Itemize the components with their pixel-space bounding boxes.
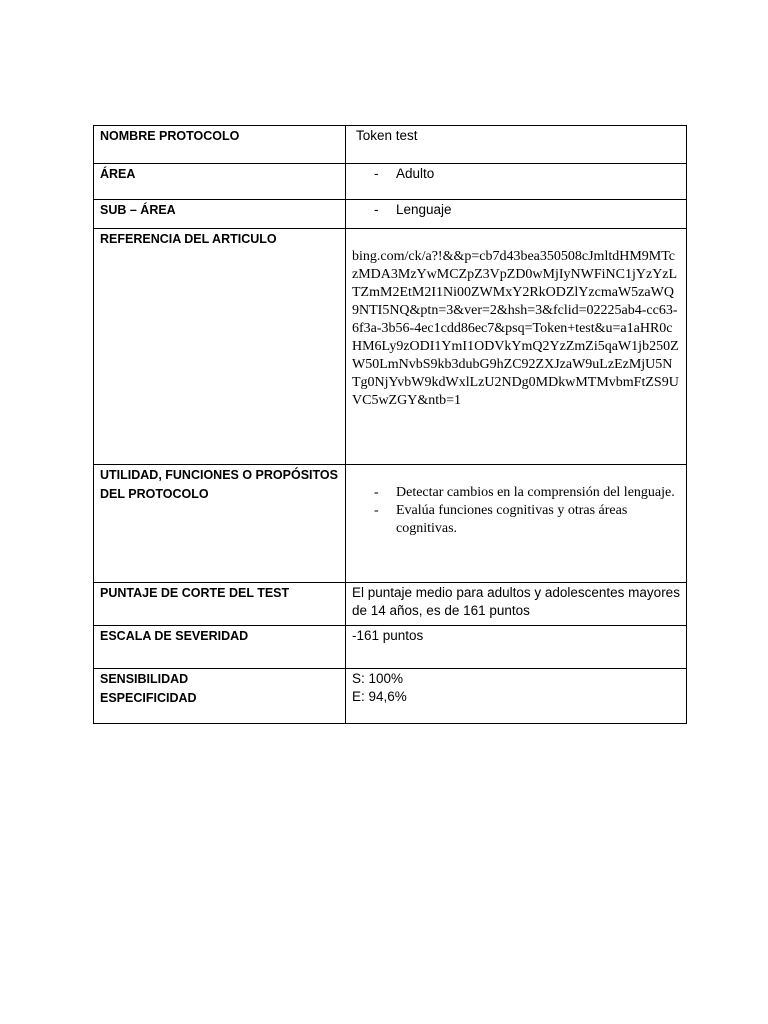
puntaje-corte-value: El puntaje medio para adultos y adolescentes mayores de 14 años, es de 161 puntos xyxy=(346,583,687,626)
dash-bullet: - xyxy=(374,202,379,217)
referencia-link[interactable]: bing.com/ck/a?!&&p=cb7d43bea350508cJmltdHM9MTczMDA3MzYwMCZpZ3VpZD0wMjIyNWFiNC1jYzYzLTZmM2EtM2I1Ni00ZWMxY2RkODZlYzcmaW5zaWQ9NTI5NQ&ptn=3&ver=2&hsh=3&fclid=02225ab4-cc63-6f3a-3b56-4ec1cdd86ec7&psq=Token+test&u=a1aHR0cHM6Ly9zODI1YmI1ODVkYmQ2YzZmZi5qaW1jb250ZW50LmNvbS9kb3dubG9hZC92ZXJzaW9uLzEzMjU5NTg0NjYvbW9kdWxlLzU2NDg0MDkwMTMvbmFtZS9UVC5wZGY&ntb=1 xyxy=(352,249,679,408)
table-row-utilidad xyxy=(94,465,687,583)
subarea-value-cell xyxy=(346,200,687,229)
protocol-table xyxy=(93,125,687,724)
area-value-cell xyxy=(346,164,687,200)
list-item xyxy=(374,484,680,502)
referencia-value-cell xyxy=(346,229,687,465)
sensibilidad-label-cell xyxy=(94,669,346,724)
sensibilidad-value-cell xyxy=(346,669,687,724)
sensibilidad-label: SENSIBILIDAD xyxy=(100,672,189,686)
utilidad-item-text: Evalúa funciones cognitivas y otras áreas cognitivas. xyxy=(396,503,628,536)
table-row-puntaje-corte xyxy=(94,583,687,626)
table-row-escala-severidad xyxy=(94,626,687,669)
table-row-sensibilidad xyxy=(94,669,687,724)
list-item xyxy=(374,502,680,538)
dash-bullet: - xyxy=(374,166,379,181)
utilidad-label: UTILIDAD, FUNCIONES O PROPÓSITOS DEL PROTOCOLO xyxy=(94,465,346,583)
especificidad-label: ESPECIFICIDAD xyxy=(100,691,197,705)
table-row-subarea xyxy=(94,200,687,229)
dash-bullet: - xyxy=(374,503,379,518)
nombre-protocolo-label: NOMBRE PROTOCOLO xyxy=(94,126,346,164)
utilidad-item-text: Detectar cambios en la comprensión del lenguaje. xyxy=(396,485,675,500)
list-item xyxy=(374,165,680,183)
utilidad-list xyxy=(352,484,680,538)
subarea-value: Lenguaje xyxy=(396,202,452,217)
area-value: Adulto xyxy=(396,166,435,181)
escala-severidad-label: ESCALA DE SEVERIDAD xyxy=(94,626,346,669)
puntaje-corte-label: PUNTAJE DE CORTE DEL TEST xyxy=(94,583,346,626)
subarea-label: SUB – ÁREA xyxy=(94,200,346,229)
nombre-protocolo-value: Token test xyxy=(346,126,687,164)
referencia-label: REFERENCIA DEL ARTICULO xyxy=(94,229,346,465)
table-row-nombre-protocolo xyxy=(94,126,687,164)
sensibilidad-value: S: 100% xyxy=(352,671,404,686)
utilidad-value-cell xyxy=(346,465,687,583)
escala-severidad-value: -161 puntos xyxy=(346,626,687,669)
area-label: ÁREA xyxy=(94,164,346,200)
list-item xyxy=(374,201,680,219)
table-row-referencia xyxy=(94,229,687,465)
dash-bullet: - xyxy=(374,485,379,500)
especificidad-value: E: 94,6% xyxy=(352,689,407,704)
table-row-area xyxy=(94,164,687,200)
